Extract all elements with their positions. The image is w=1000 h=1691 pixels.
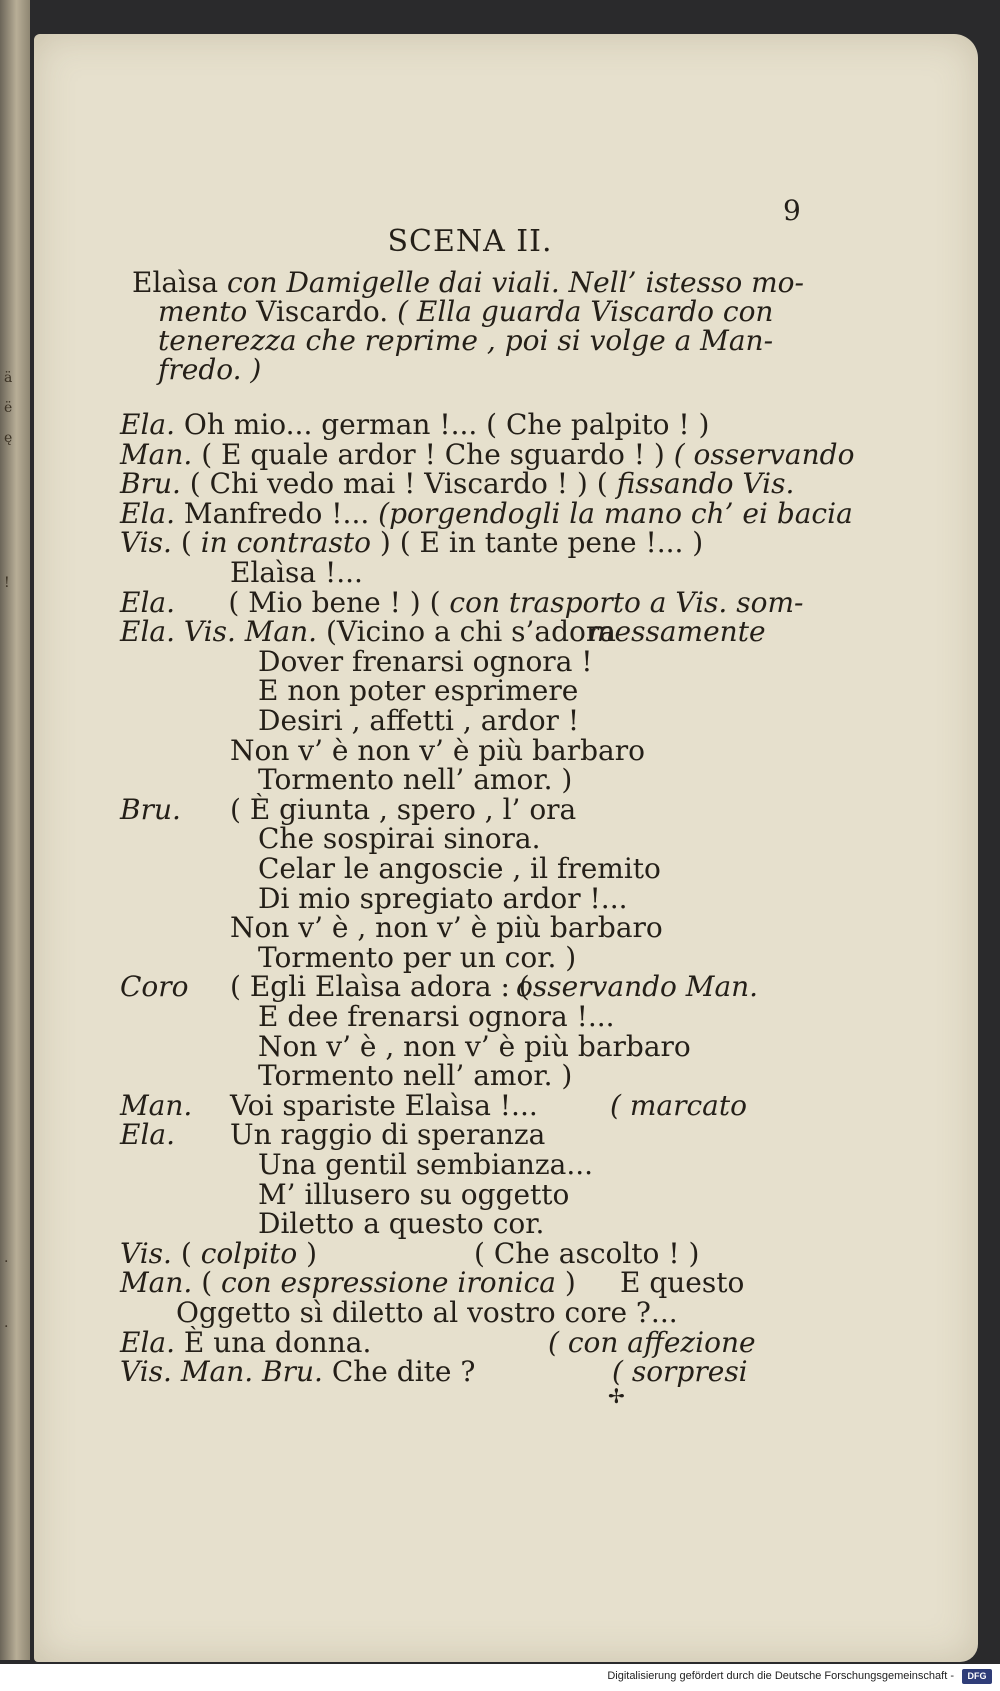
- stage-direction: in contrasto: [200, 526, 371, 560]
- stage-direction: con espressione ironica: [221, 1266, 556, 1300]
- dialogue-line: [258, 822, 541, 855]
- dialogue-text: E questo: [620, 1266, 745, 1300]
- dialogue-text: ( Mio bene ! ) (: [175, 585, 450, 619]
- dialogue-text: M’ illusero su oggetto: [258, 1177, 570, 1211]
- dialogue-line: [120, 1088, 747, 1122]
- dialogue-text: Tormento nell’ amor. ): [258, 1059, 573, 1093]
- dialogue-line: [258, 882, 628, 915]
- scene-title: SCENA II.: [387, 224, 553, 259]
- dialogue-line: [120, 615, 766, 649]
- dialogue-line: [176, 1296, 678, 1329]
- dialogue-line: [258, 1059, 572, 1092]
- dialogue-line: [120, 497, 853, 530]
- dialogue-text: Una gentil sembianza...: [258, 1148, 594, 1181]
- dialogue-line: [230, 556, 363, 589]
- character-name: Viscardo.: [247, 295, 398, 328]
- speaker-name: Ela.: [120, 496, 175, 530]
- direction-text: ( Ella guarda Viscardo con: [397, 295, 774, 328]
- dialogue-line: [120, 792, 577, 826]
- speaker-name: Vis.: [120, 1236, 172, 1270]
- speaker-name: Ela.: [120, 1118, 175, 1152]
- speaker-name: Coro: [120, 970, 189, 1004]
- dialogue-text: ( Egli Elaìsa adora : (: [230, 970, 530, 1004]
- speaker-name: Bru.: [120, 792, 181, 826]
- stage-direction: con trasporto a Vis. som-: [449, 585, 804, 619]
- adjacent-page-mark: .: [4, 1315, 9, 1331]
- dialogue-line: [258, 1030, 691, 1063]
- dialogue-text: Oh mio... german !... ( Che palpito ! ): [175, 408, 710, 441]
- dialogue-line: [258, 941, 576, 974]
- dialogue-text: Tormento per un cor. ): [258, 940, 577, 974]
- stage-direction: ( marcato: [610, 1088, 747, 1122]
- dialogue-text: Di mio spregiato ardor !...: [258, 881, 628, 915]
- dfg-logo: DFG: [962, 1669, 992, 1684]
- dialogue-text: (: [171, 1236, 201, 1270]
- dialogue-text: Desiri , affetti , ardor !: [258, 704, 580, 737]
- dialogue-text: Non v’ è , non v’ è più barbaro: [258, 1029, 691, 1063]
- dialogue-text: ) ( E in tante pene !... ): [370, 526, 704, 560]
- dialogue-line: [258, 1207, 544, 1240]
- stage-direction-line: fredo. ): [158, 353, 262, 386]
- dialogue-text: Non v’ è , non v’ è più barbaro: [230, 911, 663, 945]
- dialogue-text: Oggetto sì diletto al vostro core ?...: [176, 1296, 678, 1329]
- dialogue-text: E dee frenarsi ognora !...: [258, 1000, 615, 1033]
- speaker-name: Ela. Vis. Man.: [120, 615, 318, 649]
- stage-direction: messamente: [588, 615, 766, 649]
- speaker-name: Vis. Man. Bru.: [120, 1355, 323, 1389]
- page-number: 9: [783, 194, 801, 227]
- dialogue-line: [258, 763, 572, 796]
- speaker-name: Vis.: [120, 526, 172, 560]
- dialogue-text: Elaìsa !...: [230, 556, 363, 589]
- speaker-name: Ela.: [120, 408, 175, 441]
- dialogue-line: [258, 645, 593, 678]
- dialogue-line: [120, 526, 703, 559]
- ornament: ✢: [608, 1384, 625, 1408]
- dialogue-line: [120, 970, 759, 1004]
- dialogue-line: [120, 467, 794, 500]
- stage-direction: colpito: [200, 1236, 298, 1270]
- dialogue-text: Dover frenarsi ognora !: [258, 644, 593, 678]
- dialogue-line: [120, 1325, 756, 1359]
- speaker-name: Man.: [120, 1266, 193, 1300]
- dialogue-line: [230, 734, 645, 767]
- dialogue-text: Che sospirai sinora.: [258, 822, 541, 856]
- dialogue-line: [120, 1236, 700, 1270]
- dialogue-line: [120, 586, 803, 619]
- speaker-name: Bru.: [120, 467, 181, 501]
- stage-direction: (porgendogli la mano ch’ ei bacia: [378, 496, 853, 530]
- adjacent-page-mark: ä: [4, 370, 13, 386]
- dialogue-text: ): [555, 1266, 576, 1300]
- dialogue-line: [120, 438, 854, 471]
- dialogue-text: Un raggio di speranza: [230, 1118, 546, 1152]
- adjacent-page-mark: .: [4, 1250, 9, 1266]
- dialogue-text: Voi spariste Elaìsa !...: [230, 1088, 538, 1122]
- dialogue-line: [120, 1355, 748, 1389]
- stage-direction: ( con affezione: [548, 1325, 756, 1359]
- stage-direction: ( sorpresi: [612, 1355, 748, 1389]
- stage-direction: osservando Man.: [516, 970, 759, 1004]
- dialogue-line: [230, 911, 663, 944]
- speaker-name: Ela.: [120, 585, 175, 619]
- character-name: Elaìsa: [132, 266, 219, 299]
- book-page: [34, 34, 978, 1662]
- speaker-name: Man.: [120, 1088, 193, 1122]
- footer-credit: Digitalisierung gefördert durch die Deutsche Forschungsgemeinschaft -: [607, 1670, 954, 1682]
- dialogue-text: È una donna.: [175, 1325, 372, 1359]
- dialogue-text: ): [297, 1236, 317, 1270]
- dialogue-text: Diletto a questo cor.: [258, 1207, 545, 1241]
- dialogue-text: ( Che ascolto ! ): [474, 1236, 700, 1270]
- dialogue-text: Tormento nell’ amor. ): [258, 763, 573, 797]
- stage-direction: fissando Vis.: [616, 467, 795, 501]
- dialogue-line: [258, 674, 578, 707]
- stage-direction: ( osservando: [673, 437, 855, 471]
- dialogue-text: ( Chi vedo mai ! Viscardo ! ) (: [180, 467, 617, 501]
- adjacent-page-mark: ę: [4, 430, 13, 446]
- dialogue-text: ( È giunta , spero , l’ ora: [230, 792, 577, 826]
- dialogue-text: Non v’ è non v’ è più barbaro: [230, 733, 645, 767]
- dialogue-text: ( E quale ardor ! Che sguardo ! ): [192, 437, 674, 471]
- direction-text: con Damigelle dai viali. Nell’ istesso mo-: [218, 266, 804, 299]
- dialogue-line: [120, 1266, 745, 1300]
- direction-text: mento: [158, 295, 248, 328]
- dialogue-line: [120, 408, 709, 441]
- dialogue-text: Che dite ?: [322, 1355, 476, 1389]
- adjacent-page-mark: !: [4, 575, 10, 591]
- dialogue-text: (Vicino a chi s’adora: [317, 615, 616, 649]
- dialogue-text: (: [171, 526, 201, 560]
- speaker-name: Man.: [120, 437, 193, 471]
- dialogue-line: [120, 1118, 546, 1152]
- footer-bar: [0, 1664, 1000, 1691]
- dialogue-line: [258, 852, 661, 885]
- dialogue-text: E non poter esprimere: [258, 674, 579, 708]
- dialogue-line: [258, 704, 579, 737]
- dialogue-text: Celar le angoscie , il fremito: [258, 852, 661, 885]
- dialogue-line: [258, 1000, 615, 1033]
- dialogue-text: Manfredo !...: [175, 496, 379, 530]
- speaker-name: Ela.: [120, 1325, 175, 1359]
- dialogue-text: (: [192, 1266, 222, 1300]
- adjacent-page-mark: ë: [4, 400, 13, 416]
- stage-direction-line: tenerezza che reprime , poi si volge a Man-: [158, 324, 774, 357]
- dialogue-line: [258, 1148, 593, 1181]
- dialogue-line: [258, 1178, 569, 1211]
